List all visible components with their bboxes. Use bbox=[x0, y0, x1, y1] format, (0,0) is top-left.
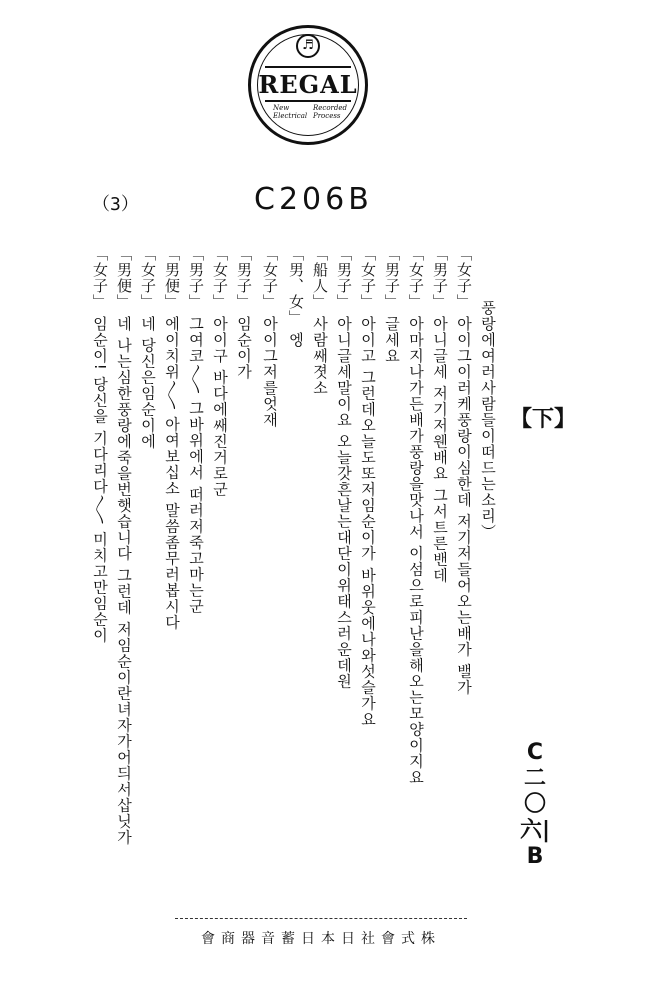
footer-divider bbox=[175, 918, 467, 919]
brand-rule-bottom bbox=[265, 100, 351, 102]
dialogue-line: 「女子」 아마지나가든배가풍랑을맛나서 이섬으로피난을해오는모양이지요 bbox=[407, 246, 425, 786]
part-marker: 【下】 bbox=[510, 406, 577, 432]
company-name: 會商器音蓄日本日社會式株 bbox=[201, 931, 441, 947]
record-label bbox=[248, 25, 368, 145]
dialogue-line: 「男便」 에이치위〳〵 아여보십소 말씀좀무러봅시다 bbox=[163, 246, 181, 631]
label-text-right: Recorded Process bbox=[313, 104, 347, 120]
dialogue-line: 「女子」 아이그이러케풍랑이심한데 저기저들어오는배가 밸가 bbox=[455, 246, 473, 696]
dialogue-line: 「女子」 네 당신은임순이에 bbox=[139, 246, 157, 450]
dialogue-line: 「男子」 임순이가 bbox=[235, 246, 253, 380]
dialogue-line: 「女子」 아이구 바다에쌔진거로군 bbox=[211, 246, 229, 498]
dialogue-line: 「男子」 글세요 bbox=[383, 246, 401, 364]
stage-direction: 풍랑에여러사람들이떠드는소리） bbox=[479, 300, 497, 540]
brand-rule-top bbox=[265, 66, 351, 68]
dialogue-line: 「男、女」 엥 bbox=[287, 246, 305, 348]
dialogue-line: 「女子」 아이고 그런데오늘도또저임순이가 바위웃에나와섯슬가요 bbox=[359, 246, 377, 728]
dialogue-line: 「男子」 아니글세말이요 오늘갓흔날는대단이위태스러운데원 bbox=[335, 246, 353, 690]
side-catalog-number: C二〇六|B bbox=[520, 740, 551, 869]
dialogue-line: 「男子」 아니글세 저기저웬배요 그서트른밴데 bbox=[431, 246, 449, 584]
brand-logo: REGAL bbox=[258, 70, 358, 99]
music-note-icon: ♬ bbox=[296, 34, 320, 58]
dialogue-line: 「船人」 사람쌔졋소 bbox=[311, 246, 329, 396]
record-number: （3） bbox=[92, 194, 139, 215]
dialogue-line: 「女子」 임순이! 당신을 기다리다〳〵 미치고만임순이 bbox=[91, 246, 109, 644]
label-text-left: New Electrical bbox=[273, 104, 308, 120]
catalog-number: C206B bbox=[254, 182, 373, 217]
dialogue-line: 「女子」 아이그저를엇재 bbox=[261, 246, 279, 428]
dialogue-line: 「男子」 그여코〳〵 그바위에서 떠러저죽고마는군 bbox=[187, 246, 205, 615]
dialogue-line: 「男便」 네 나는심한풍랑에죽을번햇습니다 그런데 저임순이란녀자가어듸서삽닛가 bbox=[115, 246, 133, 846]
